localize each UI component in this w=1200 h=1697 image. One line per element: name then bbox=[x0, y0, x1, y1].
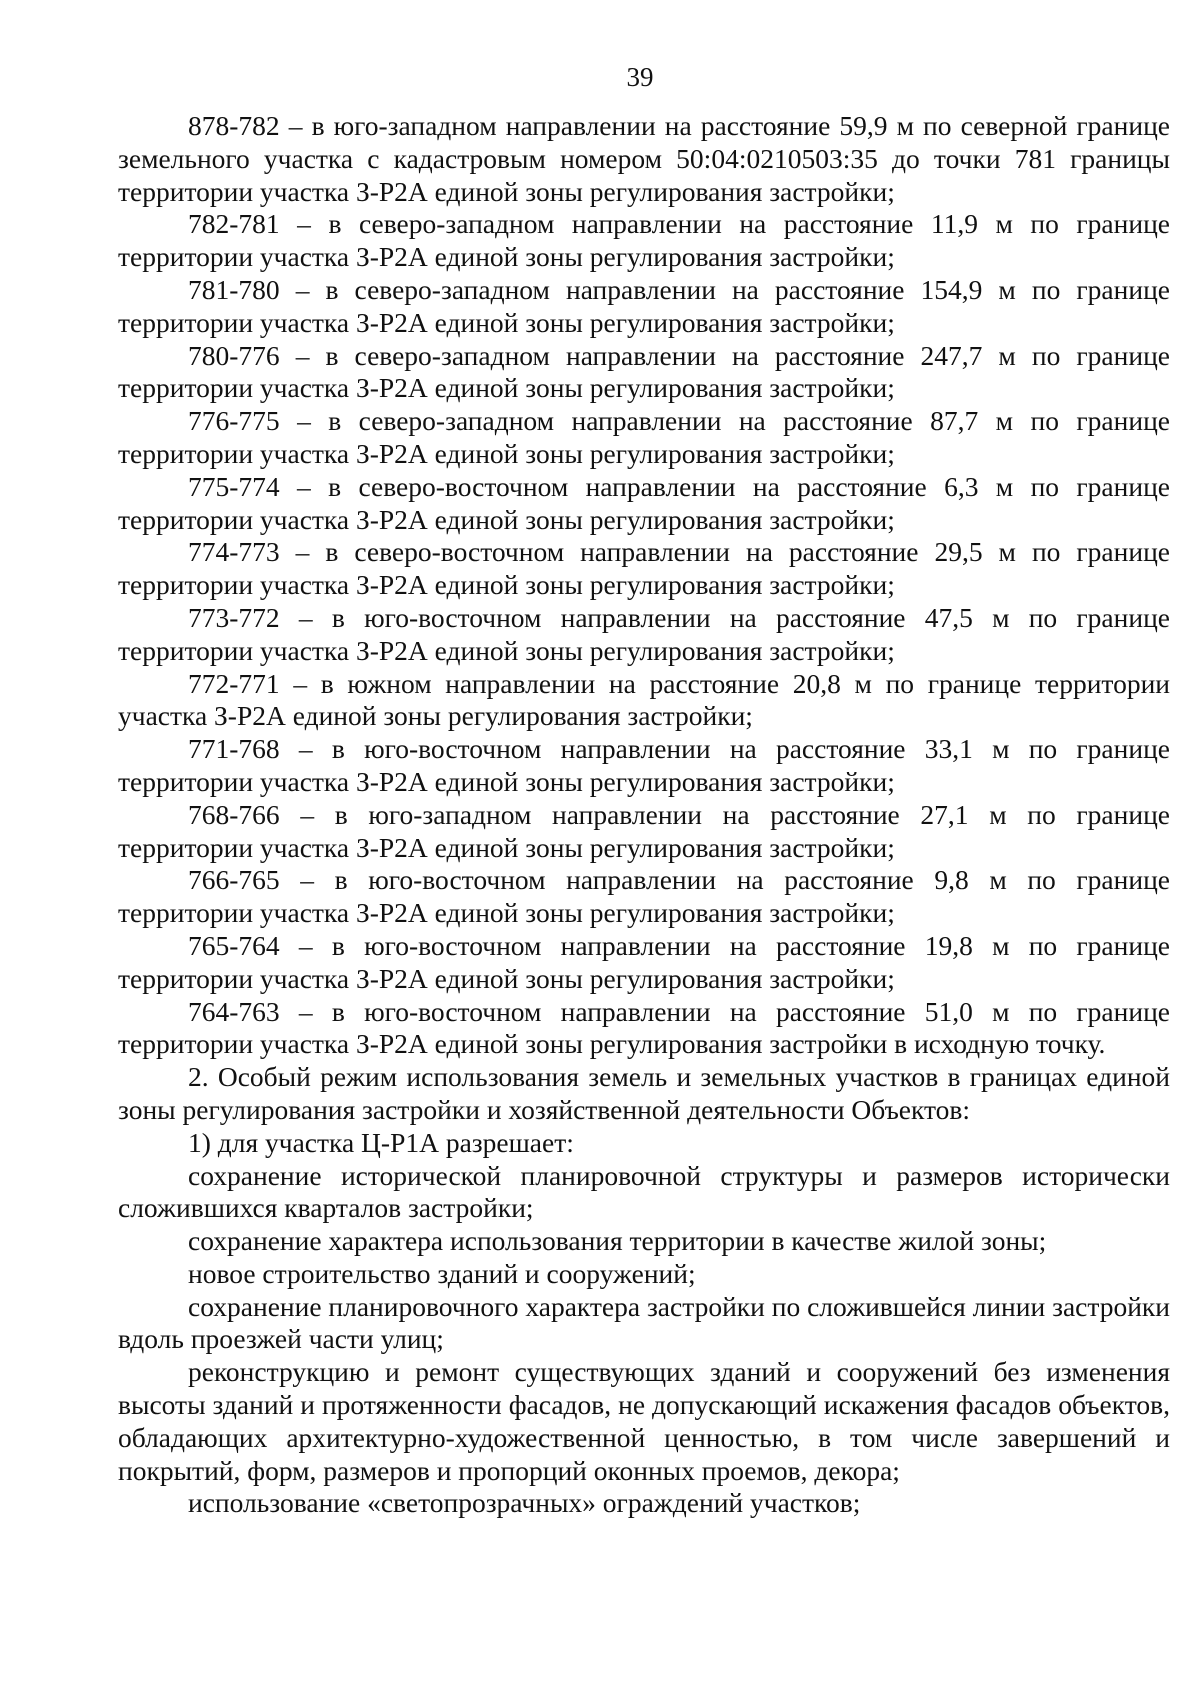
paragraph: 780-776 – в северо-западном направлении на расстояние 247,7 м по границе территории участка З-Р2А единой зоны регулирования застройки; bbox=[118, 339, 1170, 404]
paragraph: сохранение характера использования территории в качестве жилой зоны; bbox=[188, 1225, 1047, 1257]
paragraph: реконструкцию и ремонт существующих зданий и сооружений без изменения высоты зданий и протяженности фасадов, не допускающий искажения фасадов объектов, обладающих архитектурно-художественной ценностью, в том числе завершений и покрытий, форм, размеров и пропорций оконных проемов, декора; bbox=[118, 1356, 1170, 1486]
paragraph: 2. Особый режим использования земель и земельных участков в границах единой зоны регулирования застройки и хозяйственной деятельности Объектов: bbox=[118, 1061, 1170, 1125]
paragraph: 781-780 – в северо-западном направлении на расстояние 154,9 м по границе территории участка З-Р2А единой зоны регулирования застройки; bbox=[118, 273, 1170, 338]
paragraph: 771-768 – в юго-восточном направлении на расстояние 33,1 м по границе территории участка З-Р2А единой зоны регулирования застройки; bbox=[118, 733, 1170, 797]
paragraph: 765-764 – в юго-восточном направлении на расстояние 19,8 м по границе территории участка З-Р2А единой зоны регулирования застройки; bbox=[118, 929, 1170, 994]
paragraph: 766-765 – в юго-восточном направлении на расстояние 9,8 м по границе территории участка З-Р2А единой зоны регулирования застройки; bbox=[118, 864, 1170, 929]
paragraph: 773-772 – в юго-восточном направлении на расстояние 47,5 м по границе территории участка З-Р2А единой зоны регулирования застройки; bbox=[118, 601, 1170, 666]
paragraph: использование «светопрозрачных» ограждений участков; bbox=[188, 1487, 861, 1519]
paragraph: 772-771 – в южном направлении на расстояние 20,8 м по границе территории участка З-Р2А единой зоны регулирования застройки; bbox=[118, 667, 1170, 732]
paragraph: 774-773 – в северо-восточном направлении на расстояние 29,5 м по границе территории участка З-Р2А единой зоны регулирования застройки; bbox=[118, 536, 1170, 601]
paragraph: 782-781 – в северо-западном направлении на расстояние 11,9 м по границе территории участка З-Р2А единой зоны регулирования застройки; bbox=[118, 208, 1170, 273]
paragraph: 776-775 – в северо-западном направлении на расстояние 87,7 м по границе территории участка З-Р2А единой зоны регулирования застройки; bbox=[118, 405, 1170, 469]
paragraph: новое строительство зданий и сооружений; bbox=[188, 1257, 696, 1289]
page-number: 39 bbox=[626, 62, 654, 92]
paragraph: 764-763 – в юго-восточном направлении на расстояние 51,0 м по границе территории участка З-Р2А единой зоны регулирования застройки в исходную точку. bbox=[118, 995, 1170, 1060]
paragraph: сохранение планировочного характера застройки по сложившейся линии застройки вдоль проезжей части улиц; bbox=[118, 1290, 1170, 1355]
paragraph: 878-782 – в юго-западном направлении на расстояние 59,9 м по северной границе земельного участка с кадастровым номером 50:04:0210503:35 до точки 781 границы территории участка З-Р2А единой зоны регулирования застройки; bbox=[118, 110, 1170, 207]
body-text bbox=[118, 110, 1170, 1520]
paragraph: 1) для участка Ц-Р1А разрешает: bbox=[188, 1126, 574, 1158]
paragraph: 775-774 – в северо-восточном направлении на расстояние 6,3 м по границе территории участка З-Р2А единой зоны регулирования застройки; bbox=[118, 470, 1170, 535]
paragraph: сохранение исторической планировочной структуры и размеров исторически сложившихся кварталов застройки; bbox=[118, 1159, 1170, 1224]
paragraph: 768-766 – в юго-западном направлении на расстояние 27,1 м по границе территории участка З-Р2А единой зоны регулирования застройки; bbox=[118, 798, 1170, 863]
